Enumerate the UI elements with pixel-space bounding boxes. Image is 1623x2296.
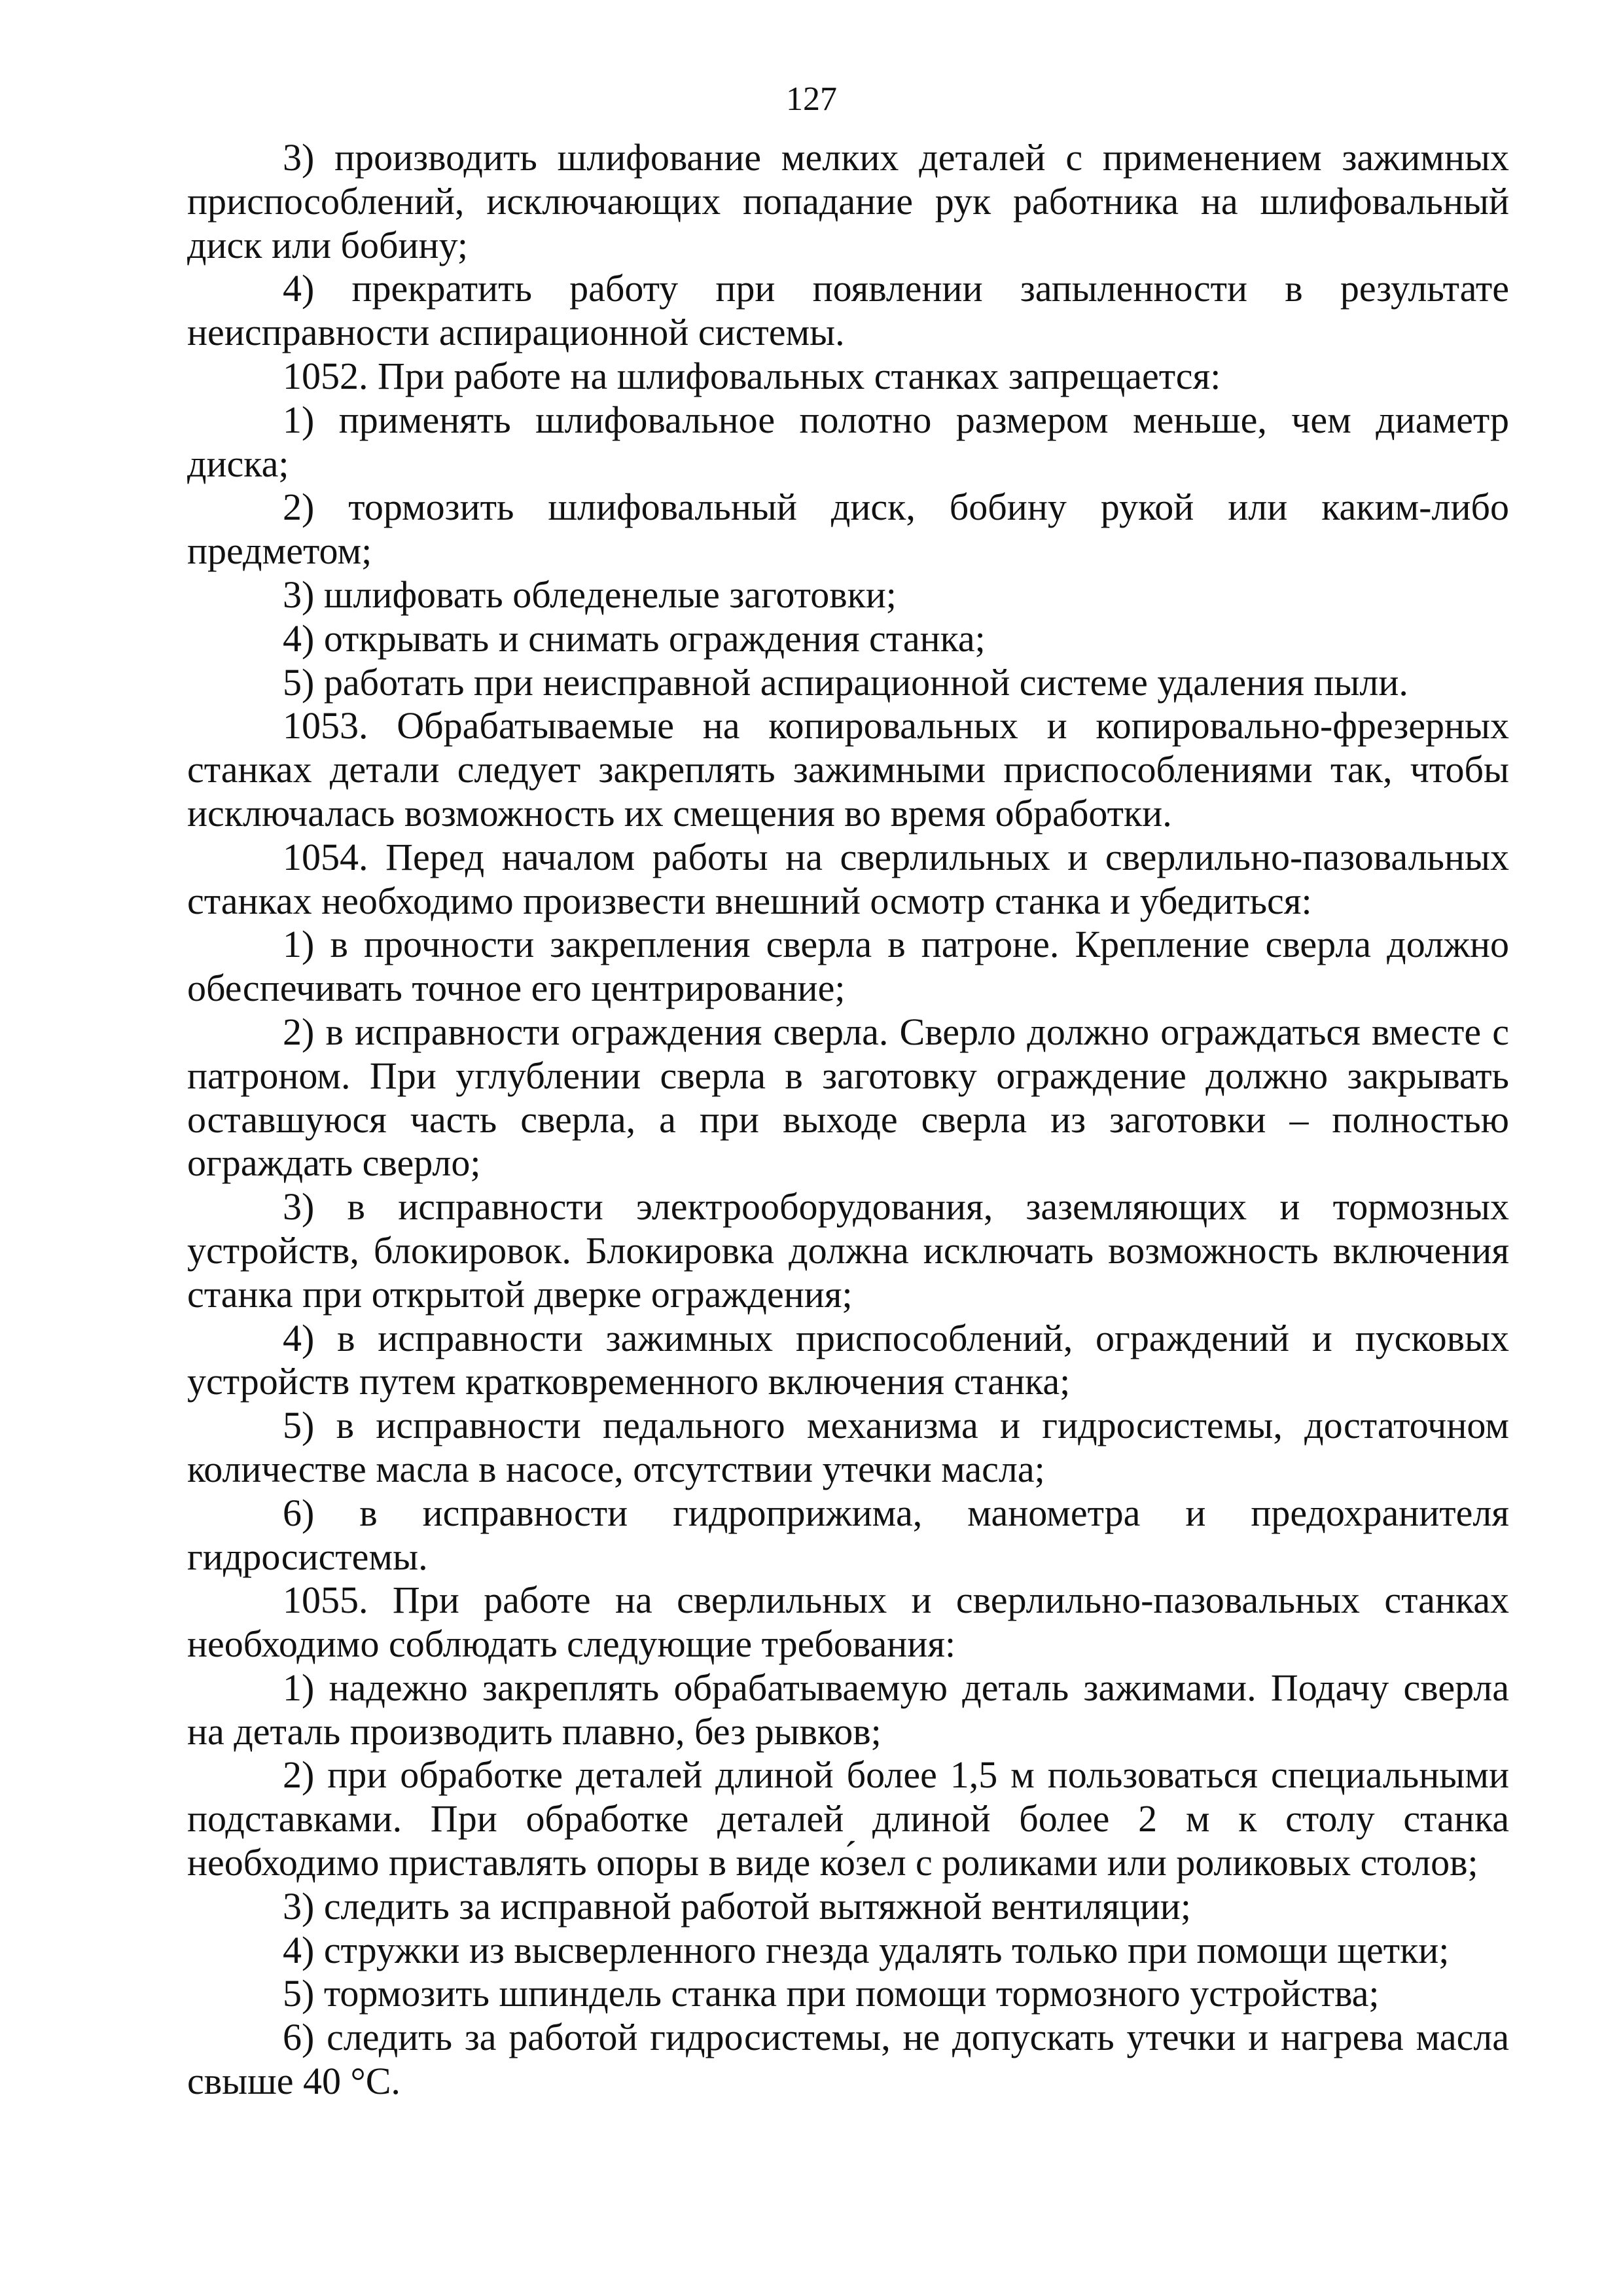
clause-1052: 1052. При работе на шлифовальных станках запрещается: [283, 354, 1221, 397]
list-item-5-faulty-aspiration: 5) работать при неисправной аспирационной системе удаления пыли. [283, 660, 1408, 704]
list-item-1-drill-fixing: 1) в прочности закрепления сверла в патроне. Крепление сверла должно обеспечивать точное его центрирование; [187, 923, 1509, 1010]
clause-1054: 1054. Перед началом работы на сверлильных и сверлильно-пазовальных станках необходимо произвести внешний осмотр станка и убедиться: [187, 835, 1509, 922]
list-item-3-ventilation: 3) следить за исправной работой вытяжной вентиляции; [283, 1884, 1191, 1928]
list-item-3-icy-blanks: 3) шлифовать обледенелые заготовки; [283, 573, 897, 616]
list-item-2-long-parts-supports: 2) при обработке деталей длиной более 1,5 м пользоваться специальными подставками. При обработке деталей длиной более 2 м к столу станка необходимо приставлять опоры в виде ко́зел с роликами или роликовых столов; [187, 1753, 1509, 1884]
document-body [187, 136, 1509, 2104]
list-item-5-pedal-hydraulics: 5) в исправности педального механизма и гидросистемы, достаточном количестве масла в насосе, отсутствии утечки масла; [187, 1404, 1509, 1490]
list-item-4-remove-guards: 4) открывать и снимать ограждения станка; [283, 617, 986, 660]
list-item-5-spindle-brake: 5) тормозить шпиндель станка при помощи тормозного устройства; [283, 1972, 1380, 2015]
list-item-4-chip-removal: 4) стружки из высверленного гнезда удалять только при помощи щетки; [283, 1928, 1450, 1971]
list-item-2-brake-disc: 2) тормозить шлифовальный диск, бобину рукой или каким-либо предметом; [187, 486, 1509, 573]
list-item-6-hydraulic-monitoring: 6) следить за работой гидросистемы, не допускать утечки и нагрева масла свыше 40 °С. [187, 2016, 1509, 2103]
clause-1055: 1055. При работе на сверлильных и сверлильно-пазовальных станках необходимо соблюдать следующие требования: [187, 1579, 1509, 1666]
list-item-3-grinding-small-parts: 3) производить шлифование мелких деталей с применением зажимных приспособлений, исключающих попадание рук работника на шлифовальный диск или бобину; [187, 136, 1509, 266]
clause-1053: 1053. Обрабатываемые на копировальных и копировально-фрезерных станках детали следует закреплять зажимными приспособлениями так, чтобы исключалась возможность их смещения во время обработки. [187, 704, 1509, 834]
list-item-1-grinding-cloth: 1) применять шлифовальное полотно размером меньше, чем диаметр диска; [187, 398, 1509, 485]
list-item-2-drill-guard: 2) в исправности ограждения сверла. Сверло должно ограждаться вместе с патроном. При углублении сверла в заготовку ограждение должно закрывать оставшуюся часть сверла, а при выходе сверла из заготовки – полностью ограждать сверло; [187, 1010, 1509, 1185]
list-item-6-hydraulic-clamp: 6) в исправности гидроприжима, манометра и предохранителя гидросистемы. [187, 1491, 1509, 1578]
list-item-3-electrical-equipment: 3) в исправности электрооборудования, заземляющих и тормозных устройств, блокировок. Блокировка должна исключать возможность включения станка при открытой дверке ограждения; [187, 1185, 1509, 1316]
list-item-1-secure-part: 1) надежно закреплять обрабатываемую деталь зажимами. Подачу сверла на деталь производить плавно, без рывков; [187, 1666, 1509, 1753]
list-item-4-clamping-devices: 4) в исправности зажимных приспособлений, ограждений и пусковых устройств путем кратковременного включения станка; [187, 1316, 1509, 1403]
page-number: 127 [786, 81, 837, 118]
list-item-4-stop-work-dust: 4) прекратить работу при появлении запыленности в результате неисправности аспирационной системы. [187, 267, 1509, 354]
